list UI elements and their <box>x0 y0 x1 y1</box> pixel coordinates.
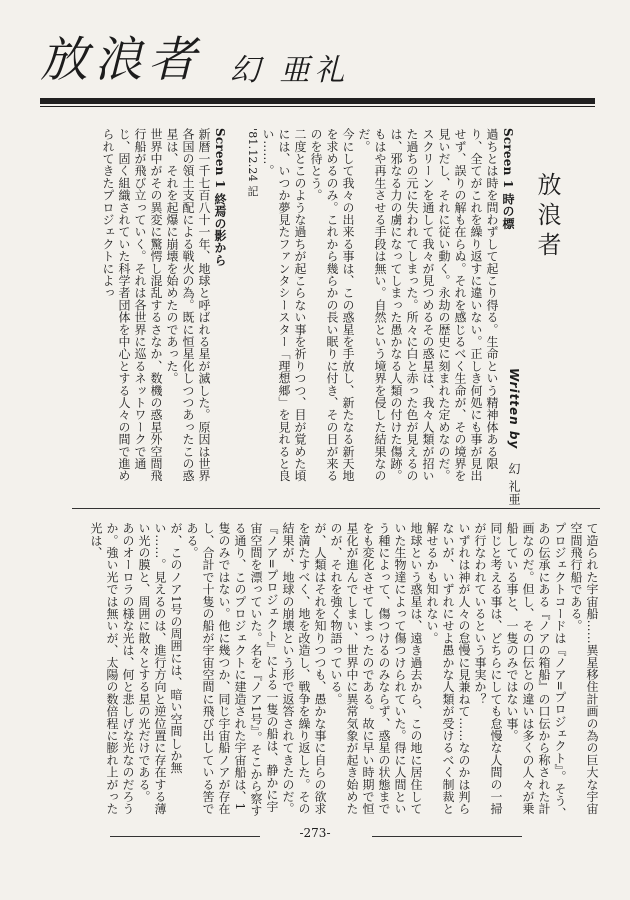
page-title: 放浪者 <box>40 32 203 88</box>
byline-label: Written by <box>507 368 521 450</box>
paragraph: て造られた宇宙船……異星移住計画の為の巨大な宇宙空間飛行船である。 <box>569 522 599 815</box>
paragraph: 二度とこのような過ちが起こらない事を祈りつつ、目が覚めた頃には、いつか夢見たファンタシースター「理想郷」を見れると良い……。 <box>261 128 307 482</box>
paragraph: 世界中がその異変に驚愕し混乱するさなか、数機の惑星外空間飛行船が飛び立っていく。それは各世界に巡るネットワークで通じ、固く組織されていた科学者団体を中心とする人々の間で進められてきたプロジェクトによっ <box>101 128 163 482</box>
paragraph: 地球という惑星は、遠き過去から、この地に居住していた生物達によって傷つけられていた。得に人間という種によって、傷つけるのみならず、惑星の状態までをも変化させてしまったのである。故に早い時期で恒星化が進んでしまい、世界中に異常気象が起き始めたのが、それを強く物語っている。 <box>329 522 423 815</box>
paragraph: プロジェクトコードは『ノア=プロジェクト』。そう、あの伝承にある『ノアの箱船』の口伝から称された計画なのだ。但し、その口伝との違いは多くの人々が乗船している事と、一隻のみではない事。 <box>505 522 567 820</box>
paragraph: あのオーロラの様な光は、何と悲しげな光なのだろうか。強い光では無いが、太陽の数倍程に膨れ上がった光は、 <box>89 522 135 815</box>
story-title: 放浪者 <box>533 172 561 262</box>
paragraph: スクリーンを通して我々が見つめるその惑星は、我々人類が招いた過ちの元に失われてしまった。所々に白と赤った色が見えるのは、邪なる力の虜になってしまった愚かなる人類の付けた傷跡。もはや再生させる手段は無い。自然という境界を侵した結果なのだ。 <box>357 128 435 482</box>
lower-text-block <box>52 522 600 822</box>
header-rule-thick <box>40 98 595 104</box>
header-author: 幻 亜礼 <box>230 53 350 88</box>
byline-name: 幻 礼亜 <box>507 462 521 507</box>
paragraph: 新暦一千七百八十一年、地球と呼ばれる星が滅した。原因は世界各国の領土支配による戦火の為。既に恒星化しつつあったこの惑星は、それを起爆に崩壊を始めたのであった。 <box>165 128 211 482</box>
section-divider <box>72 508 600 509</box>
paragraph: が、人類はそれを知りつつも、愚かな事に自らの欲求を満たすべく、地を改造し、戦争を繰り返した。その結果が、地球の崩壊という形で返答されてきたのだ。 <box>281 522 327 815</box>
section-heading-2: Screen 1 終焉の影から <box>213 128 227 266</box>
page-number: -273- <box>299 826 331 840</box>
paragraph: 同じと考える事は、どちらにしても怠慢な人間の一掃が行なわれているという事実か？ <box>473 522 503 815</box>
header-rule-thin <box>40 106 595 107</box>
section-heading-1: Screen 1 時の標 <box>501 128 515 230</box>
upper-text-block <box>60 128 516 488</box>
paragraph: 『ノア=プロジェクト』による一隻の船は、静かに宇宙空間を漂っていた。名を『ノア1号』。そこから察する通り、このプロジェクトに建造された宇宙船は、1隻のみではない。他に幾つか、同じ宇宙船ノアが存在し、合計で十隻の船が宇宙空間に飛び出している筈である。 <box>185 522 279 817</box>
paragraph: いずれは神が人々の怠慢に見兼ねて……なのかは判らないが、いずれにせよ愚かな人類が受けるべく制裁と解せるかも知れない。 <box>425 522 471 815</box>
paragraph: 過ちとは時を問わずして起こり得る。生命という精神体ある限り、全てがこれを繰り返すに違いない。正しき何処にも事が見出せず、誤りの解も在らぬ。それを感じるべく生命が、その境界を見いだし、それに従い動く。永劫の歴史に刻まれた定めなのだ。 <box>437 128 499 482</box>
paragraph: が、このノア1号の周囲には、暗い空間しか無い……。見えるのは、進行方向と逆位置に存在する薄い光の膜と、周囲に散々とする星の光だけである。 <box>137 522 183 815</box>
dateline: '81.12.24 記 <box>246 128 259 197</box>
paragraph: 今にして我々の出来る事は、この惑星を手放し、新たなる新天地を求めるのみ。これから幾らかの長い眠りに付き、その日が来るのを待とう。 <box>309 128 355 482</box>
